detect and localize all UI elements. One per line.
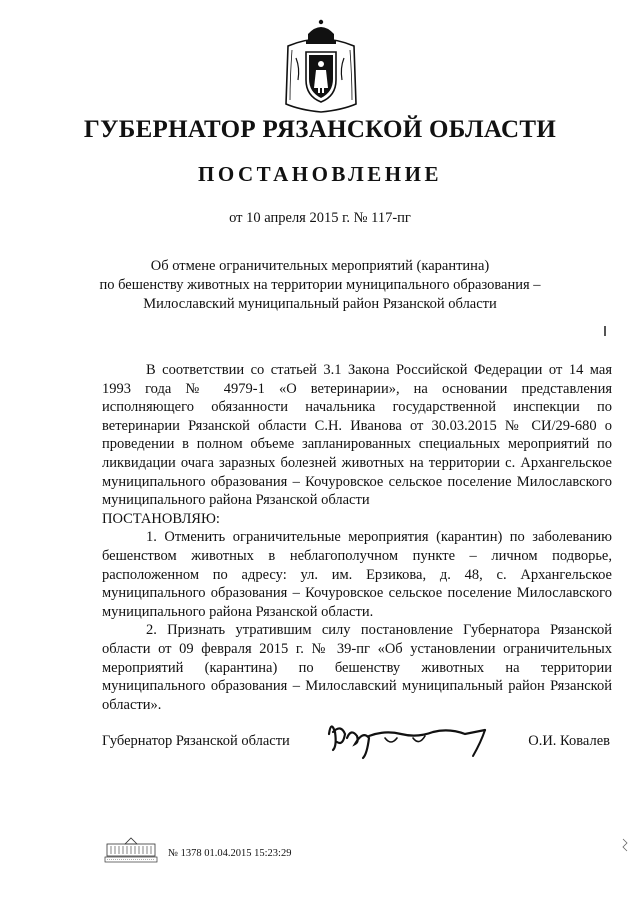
preamble-paragraph: В соответствии со статьей 3.1 Закона Российской Федерации от 14 мая 1993 года № 4979-1 «О ветеринарии», на основании представления исполняющего обязанности начальника государственной инспекции по ветеринарии Рязанской области С.Н. Иванова от 30.03.2015 № СИ/29-680 о проведении в полном объеме запланированных специальных мероприятий по ликвидации очага заразных болезней животных на территории с. Архангельское муниципального образования – Кочуровское сельское поселение Милославского муниципального района Рязанской области: [102, 362, 612, 509]
document-type: ПОСТАНОВЛЕНИЕ: [198, 162, 442, 186]
handwritten-signature: [325, 712, 495, 764]
issuer-title: ГУБЕРНАТОР РЯЗАНСКОЙ ОБЛАСТИ: [83, 116, 557, 143]
signer-name: О.И. Ковалев: [528, 733, 610, 749]
margin-mark: [604, 326, 606, 336]
decree-word: ПОСТАНОВЛЯЮ:: [102, 510, 220, 527]
document-subject: [0, 257, 640, 314]
subject-line: Милославский муниципальный район Рязанской области: [143, 296, 497, 312]
document-body: [102, 361, 612, 714]
decree-item-1: 1. Отменить ограничительные мероприятия (карантин) по заболеванию бешенством животных в неблагополучном пункте – личном подворье, расположенном по адресу: ул. им. Ерзикова, д. 48, с. Архангельское муниципального образования – Кочуровское сельское поселение Милославского муниципального района Рязанской области.: [102, 529, 612, 620]
signer-title: Губернатор Рязанской области: [102, 733, 290, 749]
subject-line: Об отмене ограничительных мероприятий (карантина): [150, 258, 490, 274]
building-stamp-icon: [103, 836, 159, 864]
coat-of-arms-icon: [282, 18, 360, 114]
subject-line: по бешенству животных на территории муниципального образования –: [99, 277, 541, 293]
decree-item-2: 2. Признать утратившим силу постановление Губернатора Рязанской области от 09 февраля 2015 г. № 39-пг «Об установлении ограничительных мероприятий (карантина) по бешенству животных на территории муниципального образования – Милославский муниципальный район Рязанской области».: [102, 622, 612, 713]
corner-mark: [622, 838, 628, 852]
registration-stamp: № 1378 01.04.2015 15:23:29: [168, 848, 292, 859]
document-date-number: от 10 апреля 2015 г. № 117-пг: [229, 210, 411, 226]
